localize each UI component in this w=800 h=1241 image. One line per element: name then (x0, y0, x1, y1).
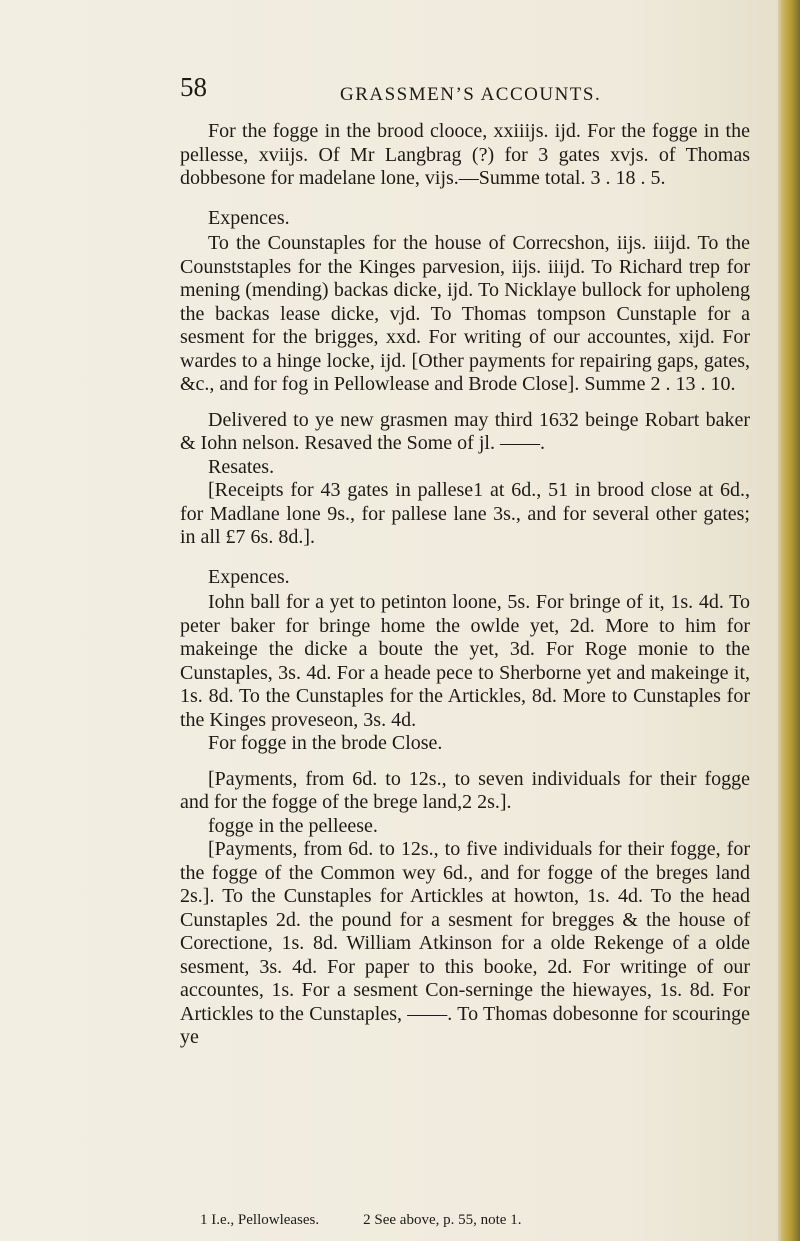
expences-heading-2: Expences. (208, 565, 290, 588)
resates-heading: Resates. (208, 455, 275, 478)
footnotes (200, 1212, 760, 1229)
footnote-1: 1 I.e., Pellowleases. (200, 1212, 320, 1228)
running-title: GRASSMEN’S ACCOUNTS. (340, 84, 602, 105)
page-number: 58 (180, 72, 207, 102)
book-binding-edge (778, 0, 800, 1241)
receipts-summary: [Receipts for 43 gates in pallese1 at 6d., 51 in brood close at 6d., for Madlane lone 9s., for pallese lane 3s., and for several other gates; in all £7 6s. 8d.]. (180, 479, 750, 548)
delivered-paragraph: Delivered to ye new grasmen may third 1632 beinge Robart baker & Iohn nelson. Resaved the Some of jl. ——. (180, 408, 750, 454)
expences-heading-1: Expences. (208, 206, 290, 229)
payments-pelleese: [Payments, from 6d. to 12s., to five individuals for their fogge, for the fogge of the Common wey 6d., and for fogge of the breges land 2s.]. To the Cunstaples for Artickles at howton, 1s. 4d. To the head Cunstaples 2d. the pound for a sesment for bregges & the house of Corectione, 1s. 8d. William Atkinson for a olde Rekenge of a olde sesment, 3s. 4d. For paper to this booke, 2d. For writinge of our accountes, 1s. For a sesment Con-serninge the hiewayes, 1s. 8d. For Artickles to the Cunstaples, ——. To Thomas dobesonne for scouringe ye (180, 838, 750, 1048)
fog-pelleese-line: fogge in the pelleese. (208, 814, 378, 837)
fog-brode-close-line: For fogge in the brode Close. (208, 732, 443, 754)
expences-paragraph-2: Iohn ball for a yet to petinton loone, 5s. For bringe of it, 1s. 4d. To peter baker for bringe home the owlde yet, 2d. More to him for makeinge the dicke a boute the yet, 3d. For Roge monie to the Cunstaples, 3s. 4d. For a heade pece to Sherborne yet and makeinge it, 1s. 8d. To the Cunstaples for the Artickles, 8d. More to Cunstaples for the Kinges proveseon, 3s. 4d. (180, 591, 750, 731)
expences-paragraph-1: To the Counstaples for the house of Correcshon, iijs. iiijd. To the Counststaples for the Kinges parvesion, iijs. iiijd. To Richard trep for mening (mending) backas dicke, ijd. To Nicklaye bullock for upholeng the backas lease dicke, vjd. To Thomas tompson Cunstaple for a sesment for the brigges, xxd. For writing of our accountes, xijd. For wardes to a hinge locke, ijd. [Other payments for repairing gaps, gates, &c., and for fog in Pellowlease and Brode Close]. Summe 2 . 13 . 10. (180, 232, 750, 395)
page-header (0, 72, 780, 112)
payments-brode-close: [Payments, from 6d. to 12s., to seven individuals for their fogge and for the fogge of the brege land,2 2s.]. (180, 767, 750, 813)
body-text (180, 120, 750, 1050)
footnote-2: 2 See above, p. 55, note 1. (363, 1212, 522, 1228)
receipts-paragraph: For the fogge in the brood clooce, xxiiijs. ijd. For the fogge in the pellesse, xviijs. Of Mr Langbrag (?) for 3 gates xvjs. of Thomas dobbesone for madelane lone, vijs.—Summe total. 3 . 18 . 5. (180, 120, 750, 189)
